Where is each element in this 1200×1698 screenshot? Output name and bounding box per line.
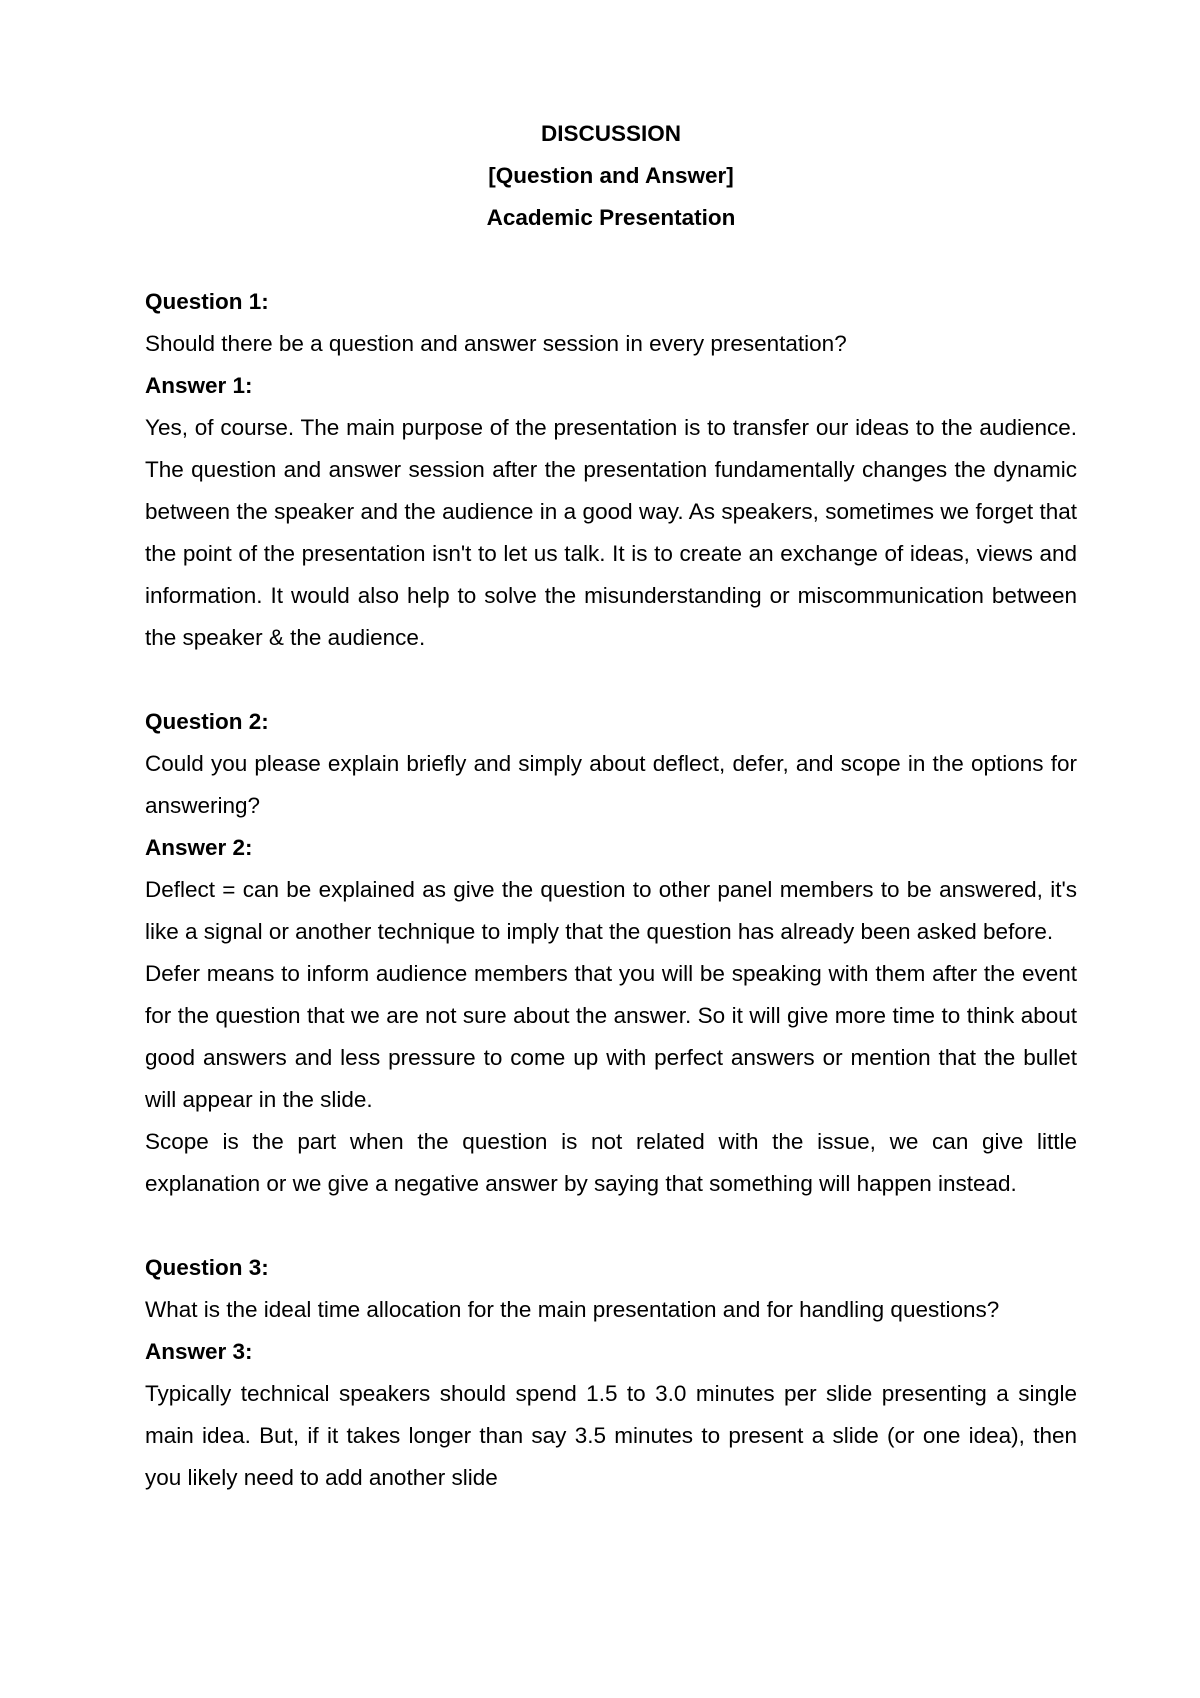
qa-section-1 [145, 281, 1077, 659]
document-title: DISCUSSION [540, 121, 682, 146]
answer-label: Answer 3: [145, 1339, 253, 1364]
spacer [145, 1205, 1077, 1247]
answer-paragraph: Typically technical speakers should spend 1.5 to 3.0 minutes per slide presenting a single main idea. But, if it takes longer than say 3.5 minutes to present a slide (or one idea), then you likely need to add another slide [145, 1381, 1077, 1490]
answer-label: Answer 2: [145, 835, 253, 860]
question-label: Question 3: [145, 1255, 269, 1280]
qa-section-3 [145, 1247, 1077, 1499]
question-text: Should there be a question and answer session in every presentation? [145, 331, 847, 356]
document-subtitle: [Question and Answer] [488, 163, 734, 188]
answer-paragraph: Yes, of course. The main purpose of the presentation is to transfer our ideas to the audience. The question and answer session after the presentation fundamentally changes the dynamic between the speaker and the audience in a good way. As speakers, sometimes we forget that the point of the presentation isn't to let us talk. It is to create an exchange of ideas, views and information. It would also help to solve the misunderstanding or miscommunication between the speaker & the audience. [145, 415, 1077, 650]
answer-paragraph: Deflect = can be explained as give the question to other panel members to be answered, it's like a signal or another technique to imply that the question has already been asked before. [145, 877, 1077, 944]
answer-paragraph: Defer means to inform audience members that you will be speaking with them after the event for the question that we are not sure about the answer. So it will give more time to think about good answers and less pressure to come up with perfect answers or mention that the bullet will appear in the slide. [145, 961, 1077, 1112]
question-text: Could you please explain briefly and simply about deflect, defer, and scope in the options for answering? [145, 751, 1077, 818]
question-label: Question 1: [145, 289, 269, 314]
qa-section-2 [145, 701, 1077, 1205]
answer-paragraph: Scope is the part when the question is not related with the issue, we can give little explanation or we give a negative answer by saying that something will happen instead. [145, 1129, 1077, 1196]
spacer [145, 239, 1077, 281]
document-body [145, 113, 1077, 1499]
document-heading: Academic Presentation [486, 205, 736, 230]
question-label: Question 2: [145, 709, 269, 734]
spacer [145, 659, 1077, 701]
question-text: What is the ideal time allocation for the main presentation and for handling questions? [145, 1297, 1000, 1322]
answer-label: Answer 1: [145, 373, 253, 398]
